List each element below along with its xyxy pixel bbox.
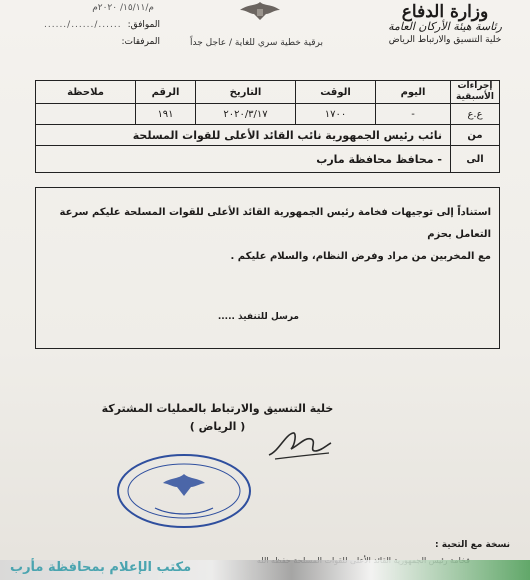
cell-name: خلية التنسيق والارتباط الرياض bbox=[388, 35, 502, 45]
send-for-execution: مرسل للتنفيذ ..... bbox=[217, 312, 299, 322]
to-label: الى bbox=[451, 146, 500, 173]
body-line-1: استناداً إلى توجيهات فخامة رئيس الجمهورية القائد الأعلى للقوات المسلحة عليكم سرعة التعامل بحزم bbox=[59, 207, 491, 240]
eagle-emblem-icon bbox=[236, 0, 284, 22]
value-notes bbox=[36, 104, 136, 125]
reference-row bbox=[10, 0, 160, 17]
from-label: من bbox=[451, 125, 500, 146]
attachments-label: المرفقات: bbox=[121, 37, 160, 47]
official-stamp bbox=[115, 452, 253, 530]
corresponding-label: الموافق: bbox=[127, 20, 160, 30]
header-time: الوقت bbox=[296, 81, 376, 104]
table-value-row bbox=[36, 104, 500, 125]
value-day: - bbox=[376, 104, 451, 125]
from-value: نائب رئيس الجمهورية نائب القائد الأعلى للقوات المسلحة bbox=[36, 125, 451, 146]
header-date: التاريخ bbox=[196, 81, 296, 104]
value-procedures: ع.ع bbox=[451, 104, 500, 125]
value-time: ١٧٠٠ bbox=[296, 104, 376, 125]
priority-line: برقية خطية سري للغاية / عاجل جداً bbox=[190, 38, 323, 48]
header-day: اليوم bbox=[376, 81, 451, 104]
corresponding-date-row bbox=[10, 17, 160, 34]
staff-name: رئاسة هيئة الأركان العامة bbox=[388, 20, 502, 33]
message-body-box bbox=[35, 187, 500, 349]
body-line-2: مع المخربين من مراد وفرض النظام، والسلام عليكم . bbox=[230, 251, 491, 262]
message-header-table bbox=[35, 80, 500, 173]
header-notes: ملاحظة bbox=[36, 81, 136, 104]
to-value: - محافظ محافظة مارب bbox=[36, 146, 451, 173]
message-body bbox=[41, 202, 491, 268]
reference-block bbox=[10, 0, 160, 51]
copy-to-label: نسخة مع التحية : bbox=[435, 540, 510, 550]
header-number: الرقم bbox=[136, 81, 196, 104]
ministry-header bbox=[380, 2, 510, 45]
to-row bbox=[36, 146, 500, 173]
value-date: ٢٠٢٠/٣/١٧ bbox=[196, 104, 296, 125]
value-number: ١٩١ bbox=[136, 104, 196, 125]
ministry-name: وزارة الدفاع bbox=[401, 2, 489, 22]
corresponding-value: ....../....../...... bbox=[44, 20, 122, 30]
handwritten-signature bbox=[265, 425, 335, 465]
from-row bbox=[36, 125, 500, 146]
header-procedures: إجراءات الأسبقية bbox=[451, 81, 500, 104]
watermark-text: مكتب الإعلام بمحافظة مأرب bbox=[10, 560, 192, 575]
table-header-row bbox=[36, 81, 500, 104]
reference-value: م/١٥/١١/ ٢٠٢٠م bbox=[92, 3, 154, 13]
attachments-row bbox=[10, 34, 160, 51]
signature-line-2: ( الرياض ) bbox=[189, 420, 246, 433]
watermark-banner bbox=[0, 560, 530, 580]
signature-line-1: خلية التنسيق والارتباط بالعمليات المشتركة bbox=[101, 402, 334, 415]
